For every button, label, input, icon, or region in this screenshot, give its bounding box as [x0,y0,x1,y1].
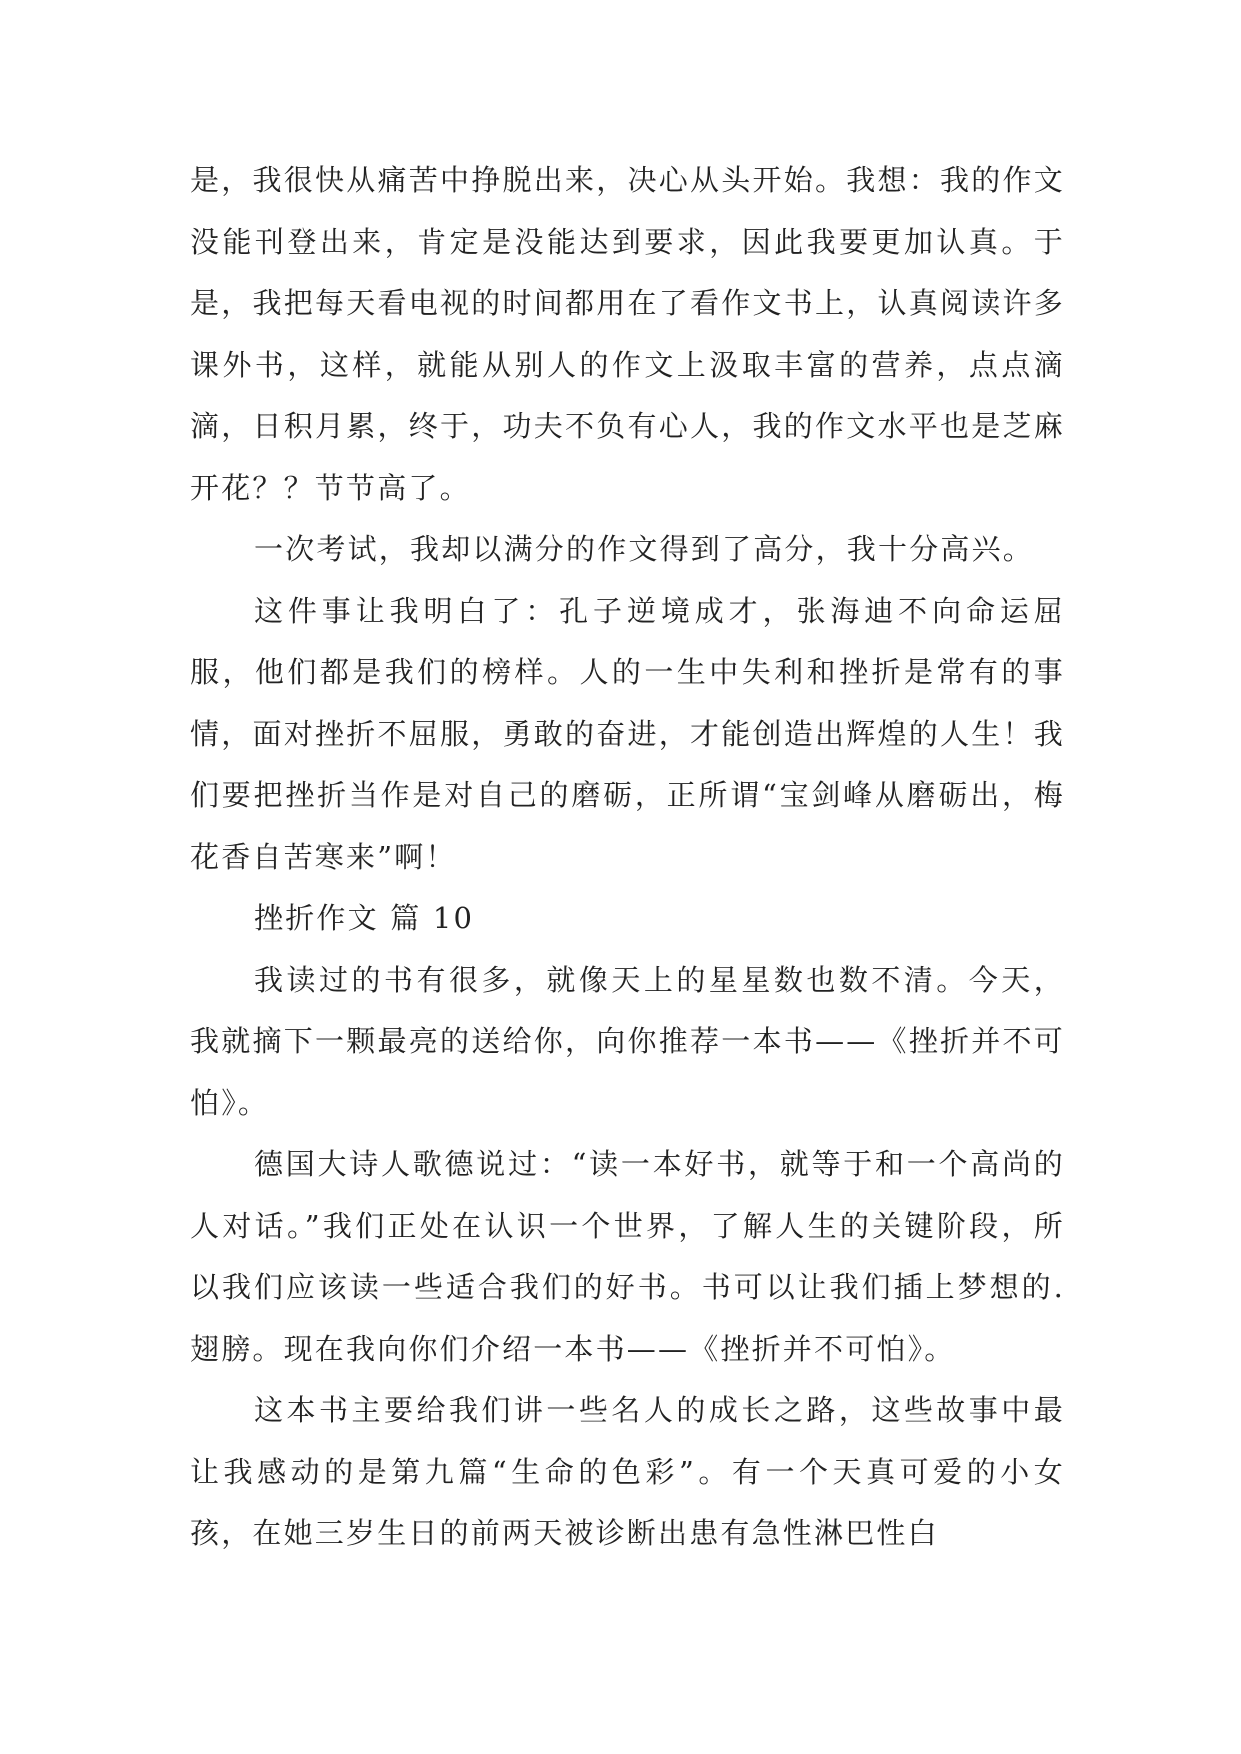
paragraph: 我读过的书有很多，就像天上的星星数也数不清。今天，我就摘下一颗最亮的送给你，向你推荐一本书——《挫折并不可怕》。 [190,962,1065,1120]
section-heading: 挫折作文 篇 10 [254,901,475,935]
paragraph: 这件事让我明白了：孔子逆境成才，张海迪不向命运屈服，他们都是我们的榜样。人的一生中失利和挫折是常有的事情，面对挫折不屈服，勇敢的奋进，才能创造出辉煌的人生！我们要把挫折当作是对自己的磨砺，正所谓“宝剑峰从磨砺出，梅花香自苦寒来”啊！ [190,593,1065,874]
paragraph: 一次考试，我却以满分的作文得到了高分，我十分高兴。 [254,532,1035,566]
document-body [190,150,1065,1565]
paragraph: 德国大诗人歌德说过：“读一本好书，就等于和一个高尚的人对话。”我们正处在认识一个世界，了解人生的关键阶段，所以我们应该读一些适合我们的好书。书可以让我们插上梦想的. 翅膀。现在我向你们介绍一本书——《挫折并不可怕》。 [190,1147,1065,1366]
paragraph-continued: 是，我很快从痛苦中挣脱出来，决心从头开始。我想：我的作文没能刊登出来，肯定是没能达到要求，因此我要更加认真。于是，我把每天看电视的时间都用在了看作文书上，认真阅读许多课外书，这样，就能从别人的作文上汲取丰富的营养，点点滴滴，日积月累，终于，功夫不负有心人，我的作文水平也是芝麻开花？？节节高了。 [190,163,1065,505]
paragraph: 这本书主要给我们讲一些名人的成长之路，这些故事中最让我感动的是第九篇“生命的色彩”。有一个天真可爱的小女孩，在她三岁生日的前两天被诊断出患有急性淋巴性白 [190,1393,1065,1550]
